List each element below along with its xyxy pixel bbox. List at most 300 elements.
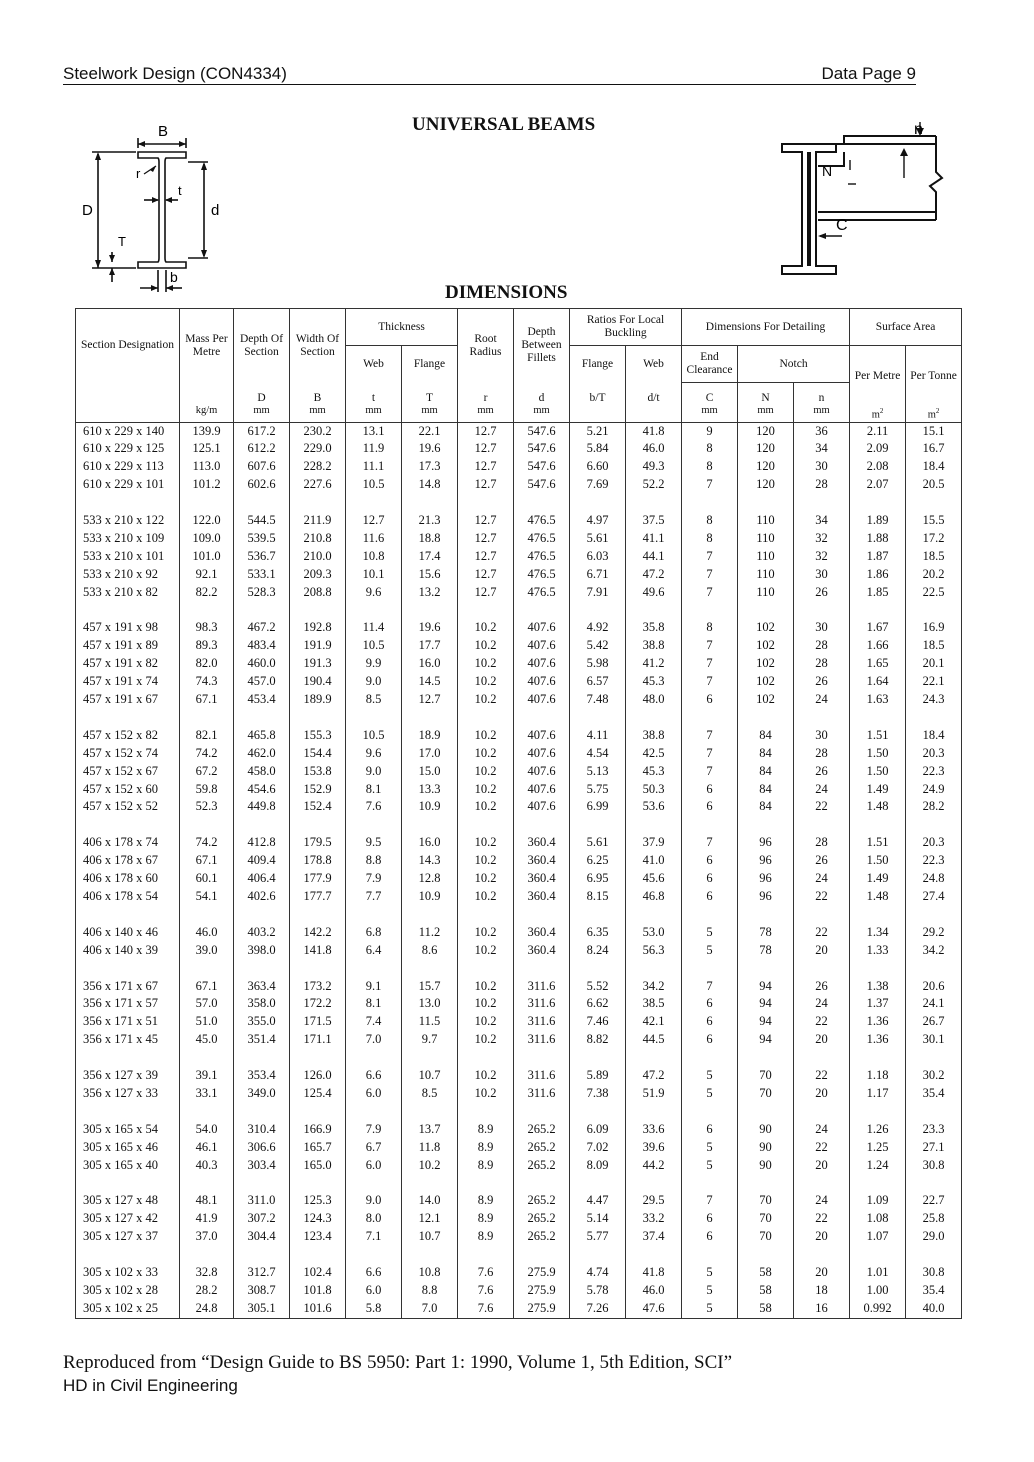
table-cell: 6.35 [570,924,626,942]
table-cell: 40.0 [906,1300,962,1318]
table-cell: 101.6 [290,1300,346,1318]
table-cell: 602.6 [234,476,290,494]
table-cell: 1.48 [850,798,906,816]
table-cell: 113.0 [180,458,234,476]
table-cell: 7 [682,548,738,566]
table-cell: 407.6 [514,655,570,673]
table-cell: 7.0 [402,1300,458,1318]
header-root-radius: Root Radius [458,309,514,383]
section-designation: 457 x 152 x 52 [76,798,180,816]
table-cell: 465.8 [234,727,290,745]
table-cell: 189.9 [290,691,346,709]
table-cell: 51.9 [626,1085,682,1103]
table-cell: 124.3 [290,1210,346,1228]
section-designation: 457 x 191 x 67 [76,691,180,709]
table-cell: 120 [738,440,794,458]
table-cell: 6 [682,1121,738,1139]
table-cell: 4.54 [570,745,626,763]
table-cell: 39.0 [180,942,234,960]
table-cell: 84 [738,781,794,799]
table-cell: 1.89 [850,512,906,530]
table-cell: 407.6 [514,763,570,781]
table-cell: 45.3 [626,673,682,691]
label-r: r [136,166,141,181]
table-cell: 7.9 [346,870,402,888]
table-cell: 10.2 [458,655,514,673]
table-cell: 13.2 [402,584,458,602]
table-cell: 5 [682,1067,738,1085]
table-cell: 12.7 [458,512,514,530]
table-cell: 47.2 [626,1067,682,1085]
table-cell: 9.7 [402,1031,458,1049]
source-note: Reproduced from “Design Guide to BS 5950: Part 1: 1990, Volume 1, 5th Edition, SCI” [63,1352,732,1373]
table-cell: 17.4 [402,548,458,566]
table-cell: 10.9 [402,798,458,816]
table-cell: 227.6 [290,476,346,494]
table-cell: 229.0 [290,440,346,458]
table-cell: 7.46 [570,1013,626,1031]
table-cell: 6.71 [570,566,626,584]
table-cell: 22 [794,798,850,816]
table-cell: 8.9 [458,1192,514,1210]
table-cell: 1.08 [850,1210,906,1228]
table-cell: 70 [738,1067,794,1085]
table-cell: 30 [794,566,850,584]
table-cell: 6.0 [346,1157,402,1175]
group-spacer [76,1103,962,1121]
table-cell: 12.7 [458,476,514,494]
label-n-upper: N [822,163,833,179]
table-cell: 84 [738,798,794,816]
table-cell: 8 [682,512,738,530]
table-cell: 407.6 [514,691,570,709]
table-cell: 1.07 [850,1228,906,1246]
section-designation: 356 x 171 x 45 [76,1031,180,1049]
table-cell: 45.3 [626,763,682,781]
header-thickness: Thickness [346,309,458,346]
table-cell: 15.6 [402,566,458,584]
table-cell: 1.50 [850,745,906,763]
table-cell: 305.1 [234,1300,290,1318]
table-cell: 355.0 [234,1013,290,1031]
table-cell: 30.8 [906,1264,962,1282]
section-designation: 533 x 210 x 122 [76,512,180,530]
table-cell: 360.4 [514,834,570,852]
table-cell: 90 [738,1121,794,1139]
table-row [76,1282,962,1300]
table-cell: 311.6 [514,1085,570,1103]
table-cell: 44.1 [626,548,682,566]
table-cell: 20.6 [906,978,962,996]
table-row [76,440,962,458]
group-spacer [76,906,962,924]
table-row [76,512,962,530]
table-cell: 9.0 [346,763,402,781]
table-row [76,1300,962,1318]
table-row [76,1031,962,1049]
table-cell: 23.3 [906,1121,962,1139]
table-row [76,1067,962,1085]
section-designation: 305 x 102 x 33 [76,1264,180,1282]
table-cell: 82.2 [180,584,234,602]
table-cell: 18 [794,1282,850,1300]
table-cell: 9.6 [346,745,402,763]
table-cell: 9.5 [346,834,402,852]
table-cell: 34 [794,512,850,530]
table-row [76,637,962,655]
table-cell: 5 [682,1282,738,1300]
table-cell: 22 [794,1139,850,1157]
table-cell: 141.8 [290,942,346,960]
table-row [76,924,962,942]
table-cell: 208.8 [290,584,346,602]
table-row [76,834,962,852]
table-cell: 30 [794,727,850,745]
table-cell: 617.2 [234,422,290,440]
section-designation: 533 x 210 x 101 [76,548,180,566]
table-cell: 9.6 [346,584,402,602]
table-cell: 22 [794,888,850,906]
table-cell: 5.52 [570,978,626,996]
table-cell: 6.7 [346,1139,402,1157]
table-cell: 10.5 [346,637,402,655]
table-cell: 311.6 [514,1031,570,1049]
table-cell: 38.5 [626,995,682,1013]
table-cell: 11.2 [402,924,458,942]
section-designation: 406 x 178 x 67 [76,852,180,870]
table-row [76,1085,962,1103]
table-cell: 10.8 [346,548,402,566]
table-cell: 7.0 [346,1031,402,1049]
table-cell: 6 [682,798,738,816]
table-cell: 5.89 [570,1067,626,1085]
table-cell: 5.84 [570,440,626,458]
table-cell: 98.3 [180,619,234,637]
table-cell: 46.0 [180,924,234,942]
page-header [63,64,916,85]
table-row [76,566,962,584]
table-cell: 109.0 [180,530,234,548]
table-cell: 10.2 [458,870,514,888]
table-cell: 1.50 [850,763,906,781]
table-cell: 4.47 [570,1192,626,1210]
table-cell: 74.2 [180,834,234,852]
table-cell: 13.0 [402,995,458,1013]
table-cell: 8.09 [570,1157,626,1175]
group-spacer [76,494,962,512]
table-cell: 152.4 [290,798,346,816]
table-cell: 210.8 [290,530,346,548]
table-cell: 5.98 [570,655,626,673]
section-designation: 356 x 127 x 39 [76,1067,180,1085]
table-cell: 20 [794,942,850,960]
table-cell: 39.6 [626,1139,682,1157]
table-cell: 7 [682,673,738,691]
table-cell: 8.9 [458,1210,514,1228]
table-cell: 6.62 [570,995,626,1013]
table-cell: 12.7 [458,566,514,584]
table-cell: 26 [794,978,850,996]
table-row [76,1013,962,1031]
table-cell: 70 [738,1192,794,1210]
table-cell: 7 [682,637,738,655]
table-cell: 211.9 [290,512,346,530]
table-cell: 28 [794,637,850,655]
table-cell: 74.3 [180,673,234,691]
table-cell: 7.91 [570,584,626,602]
table-cell: 24 [794,1192,850,1210]
table-cell: 36 [794,422,850,440]
table-row [76,995,962,1013]
table-row [76,1264,962,1282]
table-row [76,1210,962,1228]
table-cell: 9 [682,422,738,440]
table-cell: 6.09 [570,1121,626,1139]
table-cell: 7 [682,566,738,584]
table-cell: 6.8 [346,924,402,942]
table-cell: 6.25 [570,852,626,870]
table-cell: 173.2 [290,978,346,996]
table-cell: 27.4 [906,888,962,906]
sym-t: t [346,383,402,406]
table-cell: 8.1 [346,781,402,799]
table-cell: 54.0 [180,1121,234,1139]
header-end-clearance: End Clearance [682,346,738,383]
label-t-upper: T [118,234,126,249]
unit-m2: $m^2$ [906,405,962,422]
table-cell: 1.85 [850,584,906,602]
table-cell: 607.6 [234,458,290,476]
table-cell: 457.0 [234,673,290,691]
table-cell: 70 [738,1228,794,1246]
table-cell: 1.33 [850,942,906,960]
table-cell: 308.7 [234,1282,290,1300]
section-designation: 356 x 171 x 57 [76,995,180,1013]
table-cell: 1.37 [850,995,906,1013]
table-cell: 7.4 [346,1013,402,1031]
header-width: Width Of Section [290,309,346,383]
table-cell: 7 [682,476,738,494]
table-cell: 154.4 [290,745,346,763]
table-cell: 60.1 [180,870,234,888]
table-cell: 7.48 [570,691,626,709]
table-cell: 7.6 [458,1264,514,1282]
table-cell: 5.61 [570,530,626,548]
table-cell: 22.1 [402,422,458,440]
table-cell: 12.7 [458,458,514,476]
table-cell: 84 [738,727,794,745]
table-cell: 10.7 [402,1228,458,1246]
table-cell: 360.4 [514,924,570,942]
page-number: Data Page 9 [821,64,916,83]
table-cell: 41.9 [180,1210,234,1228]
table-cell: 8.8 [346,852,402,870]
table-cell: 6 [682,870,738,888]
table-cell: 35.8 [626,619,682,637]
table-cell: 1.86 [850,566,906,584]
table-cell: 11.8 [402,1139,458,1157]
table-cell: 7 [682,745,738,763]
table-cell: 18.5 [906,548,962,566]
group-spacer [76,960,962,978]
table-cell: 349.0 [234,1085,290,1103]
table-cell: 547.6 [514,440,570,458]
table-cell: 12.7 [402,691,458,709]
table-cell: 74.2 [180,745,234,763]
table-cell: 8.5 [402,1085,458,1103]
sym-d: d [514,383,570,406]
table-cell: 122.0 [180,512,234,530]
table-cell: 8.15 [570,888,626,906]
table-cell: 24.8 [180,1300,234,1318]
table-cell: 102 [738,619,794,637]
table-cell: 51.0 [180,1013,234,1031]
table-cell: 26 [794,584,850,602]
table-cell: 547.6 [514,422,570,440]
section-designation: 305 x 165 x 54 [76,1121,180,1139]
unit-mm: mm [346,405,402,422]
table-cell: 1.49 [850,781,906,799]
table-cell: 101.8 [290,1282,346,1300]
table-cell: 2.07 [850,476,906,494]
table-cell: 360.4 [514,852,570,870]
table-cell: 454.6 [234,781,290,799]
table-row [76,727,962,745]
table-cell: 476.5 [514,530,570,548]
table-cell: 12.7 [458,530,514,548]
table-cell: 44.2 [626,1157,682,1175]
table-cell: 110 [738,584,794,602]
table-cell: 33.2 [626,1210,682,1228]
section-designation: 305 x 102 x 25 [76,1300,180,1318]
table-cell: 10.5 [346,727,402,745]
table-cell: 10.2 [458,852,514,870]
table-cell: 84 [738,745,794,763]
table-cell: 46.0 [626,1282,682,1300]
header-flange: Flange [402,346,458,383]
table-cell: 110 [738,548,794,566]
header-web: Web [346,346,402,383]
table-cell: 102 [738,637,794,655]
table-cell: 6.60 [570,458,626,476]
unit-mm: mm [402,405,458,422]
table-cell: 7.6 [458,1300,514,1318]
table-cell: 120 [738,458,794,476]
table-cell: 8 [682,619,738,637]
table-cell: 30.2 [906,1067,962,1085]
section-designation: 457 x 191 x 89 [76,637,180,655]
table-cell: 10.2 [458,673,514,691]
table-cell: 15.5 [906,512,962,530]
table-cell: 275.9 [514,1264,570,1282]
table-cell: 155.3 [290,727,346,745]
table-cell: 17.0 [402,745,458,763]
table-cell: 5 [682,1085,738,1103]
table-cell: 24.3 [906,691,962,709]
table-cell: 8.9 [458,1157,514,1175]
table-cell: 42.1 [626,1013,682,1031]
section-designation: 610 x 229 x 125 [76,440,180,458]
table-cell: 30 [794,458,850,476]
table-cell: 8.0 [346,1210,402,1228]
table-cell: 8.9 [458,1228,514,1246]
table-cell: 29.2 [906,924,962,942]
table-cell: 20.1 [906,655,962,673]
table-cell: 49.6 [626,584,682,602]
table-cell: 37.4 [626,1228,682,1246]
table-cell: 20 [794,1031,850,1049]
table-cell: 467.2 [234,619,290,637]
table-cell: 4.11 [570,727,626,745]
table-cell: 360.4 [514,942,570,960]
label-t: t [178,183,182,198]
table-cell: 12.7 [458,548,514,566]
table-cell: 5.13 [570,763,626,781]
table-cell: 27.1 [906,1139,962,1157]
table-cell: 1.18 [850,1067,906,1085]
table-cell: 125.3 [290,1192,346,1210]
table-cell: 172.2 [290,995,346,1013]
table-cell: 94 [738,1031,794,1049]
table-cell: 453.4 [234,691,290,709]
table-cell: 37.0 [180,1228,234,1246]
section-designation: 610 x 229 x 113 [76,458,180,476]
sym-n: n [794,383,850,406]
table-cell: 42.5 [626,745,682,763]
table-cell: 20.3 [906,834,962,852]
table-cell: 7.02 [570,1139,626,1157]
table-cell: 5 [682,1300,738,1318]
table-cell: 311.6 [514,1013,570,1031]
table-cell: 26.7 [906,1013,962,1031]
table-cell: 449.8 [234,798,290,816]
table-cell: 7.1 [346,1228,402,1246]
table-cell: 476.5 [514,512,570,530]
table-cell: 26 [794,763,850,781]
table-cell: 84 [738,763,794,781]
table-cell: 7 [682,727,738,745]
unit-mm: mm [738,405,794,422]
table-cell: 16 [794,1300,850,1318]
table-cell: 14.5 [402,673,458,691]
table-cell: 22 [794,1067,850,1085]
table-cell: 32.8 [180,1264,234,1282]
table-cell: 89.3 [180,637,234,655]
table-cell: 15.0 [402,763,458,781]
header-per-metre: Per Metre [850,346,906,383]
header-mass: Mass Per Metre [180,309,234,383]
table-cell: 40.3 [180,1157,234,1175]
table-cell: 6.6 [346,1264,402,1282]
section-designation: 457 x 191 x 98 [76,619,180,637]
table-cell: 178.8 [290,852,346,870]
table-cell: 18.4 [906,727,962,745]
sym-b-upper: B [290,383,346,406]
table-cell: 28 [794,655,850,673]
group-spacer [76,1246,962,1264]
table-cell: 125.1 [180,440,234,458]
table-cell: 1.09 [850,1192,906,1210]
table-cell: 311.0 [234,1192,290,1210]
table-cell: 12.7 [458,440,514,458]
sym-d-upper: D [234,383,290,406]
table-cell: 7 [682,763,738,781]
table-cell: 34 [794,440,850,458]
table-cell: 398.0 [234,942,290,960]
table-cell: 26 [794,852,850,870]
table-cell: 139.9 [180,422,234,440]
table-cell: 18.9 [402,727,458,745]
